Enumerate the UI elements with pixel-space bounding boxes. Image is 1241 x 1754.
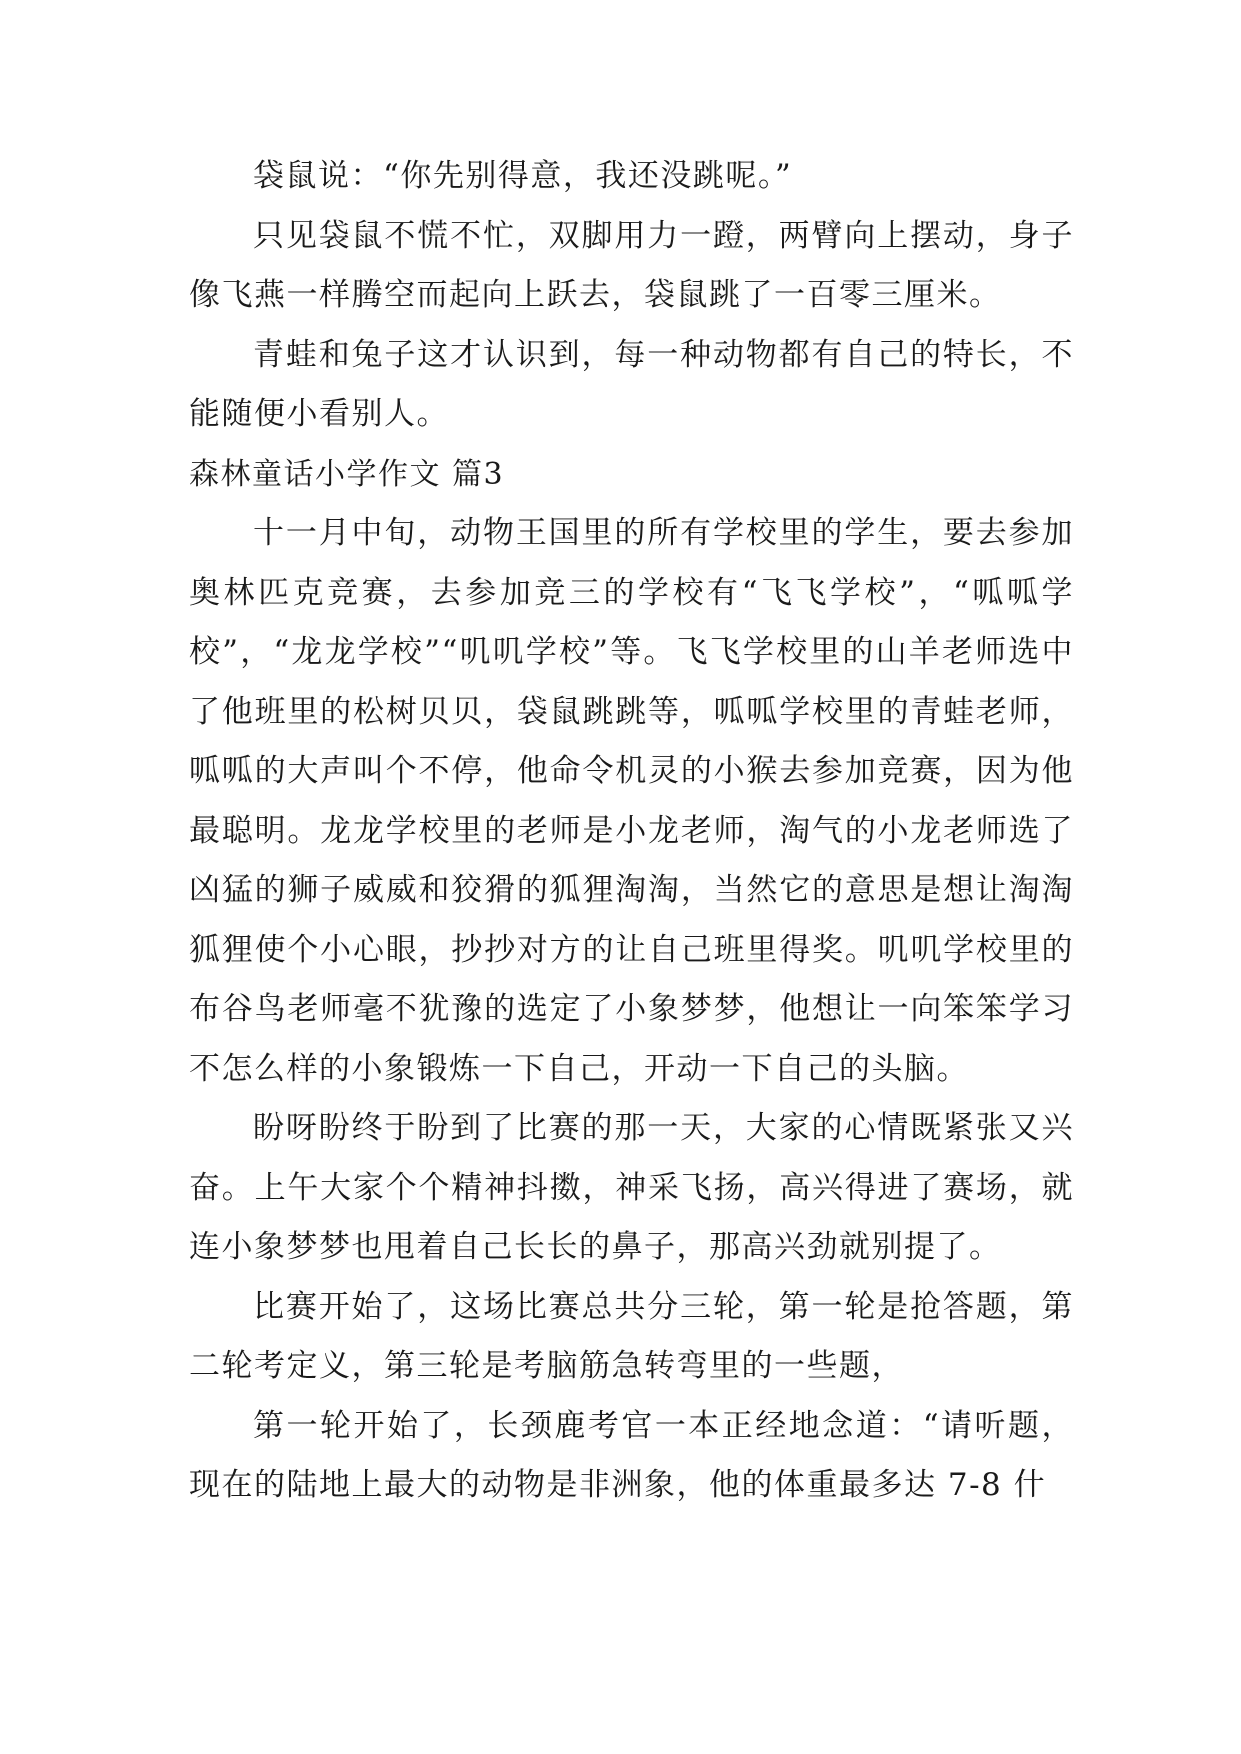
paragraph: 比赛开始了，这场比赛总共分三轮，第一轮是抢答题，第二轮考定义，第三轮是考脑筋急转弯里的一些题， — [189, 1288, 1074, 1384]
paragraph: 第一轮开始了，长颈鹿考官一本正经地念道：“请听题，现在的陆地上最大的动物是非洲象，他的体重最多达 7-8 什 — [189, 1407, 1074, 1503]
document-page — [189, 147, 1074, 1516]
paragraph: 盼呀盼终于盼到了比赛的那一天，大家的心情既紧张又兴奋。上午大家个个精神抖擞，神采飞扬，高兴得进了赛场，就连小象梦梦也甩着自己长长的鼻子，那高兴劲就别提了。 — [189, 1110, 1074, 1265]
paragraph: 十一月中旬，动物王国里的所有学校里的学生，要去参加奥林匹克竞赛，去参加竞三的学校有“飞飞学校”，“呱呱学校”，“龙龙学校”“叽叽学校”等。飞飞学校里的山羊老师选中了他班里的松树贝贝，袋鼠跳跳等，呱呱学校里的青蛙老师，呱呱的大声叫个不停，他命令机灵的小猴去参加竞赛，因为他最聪明。龙龙学校里的老师是小龙老师，淘气的小龙老师选了凶猛的狮子威威和狡猾的狐狸淘淘，当然它的意思是想让淘淘狐狸使个小心眼，抄抄对方的让自己班里得奖。叽叽学校里的布谷鸟老师毫不犹豫的选定了小象梦梦，他想让一向笨笨学习不怎么样的小象锻炼一下自己，开动一下自己的头脑。 — [189, 515, 1074, 1087]
paragraph: 袋鼠说：“你先别得意，我还没跳呢。” — [253, 158, 793, 194]
paragraph: 青蛙和兔子这才认识到，每一种动物都有自己的特长，不能随便小看别人。 — [189, 336, 1074, 432]
paragraph: 只见袋鼠不慌不忙，双脚用力一蹬，两臂向上摆动，身子像飞燕一样腾空而起向上跃去，袋鼠跳了一百零三厘米。 — [189, 217, 1074, 313]
section-heading: 森林童话小学作文 篇3 — [189, 456, 505, 492]
